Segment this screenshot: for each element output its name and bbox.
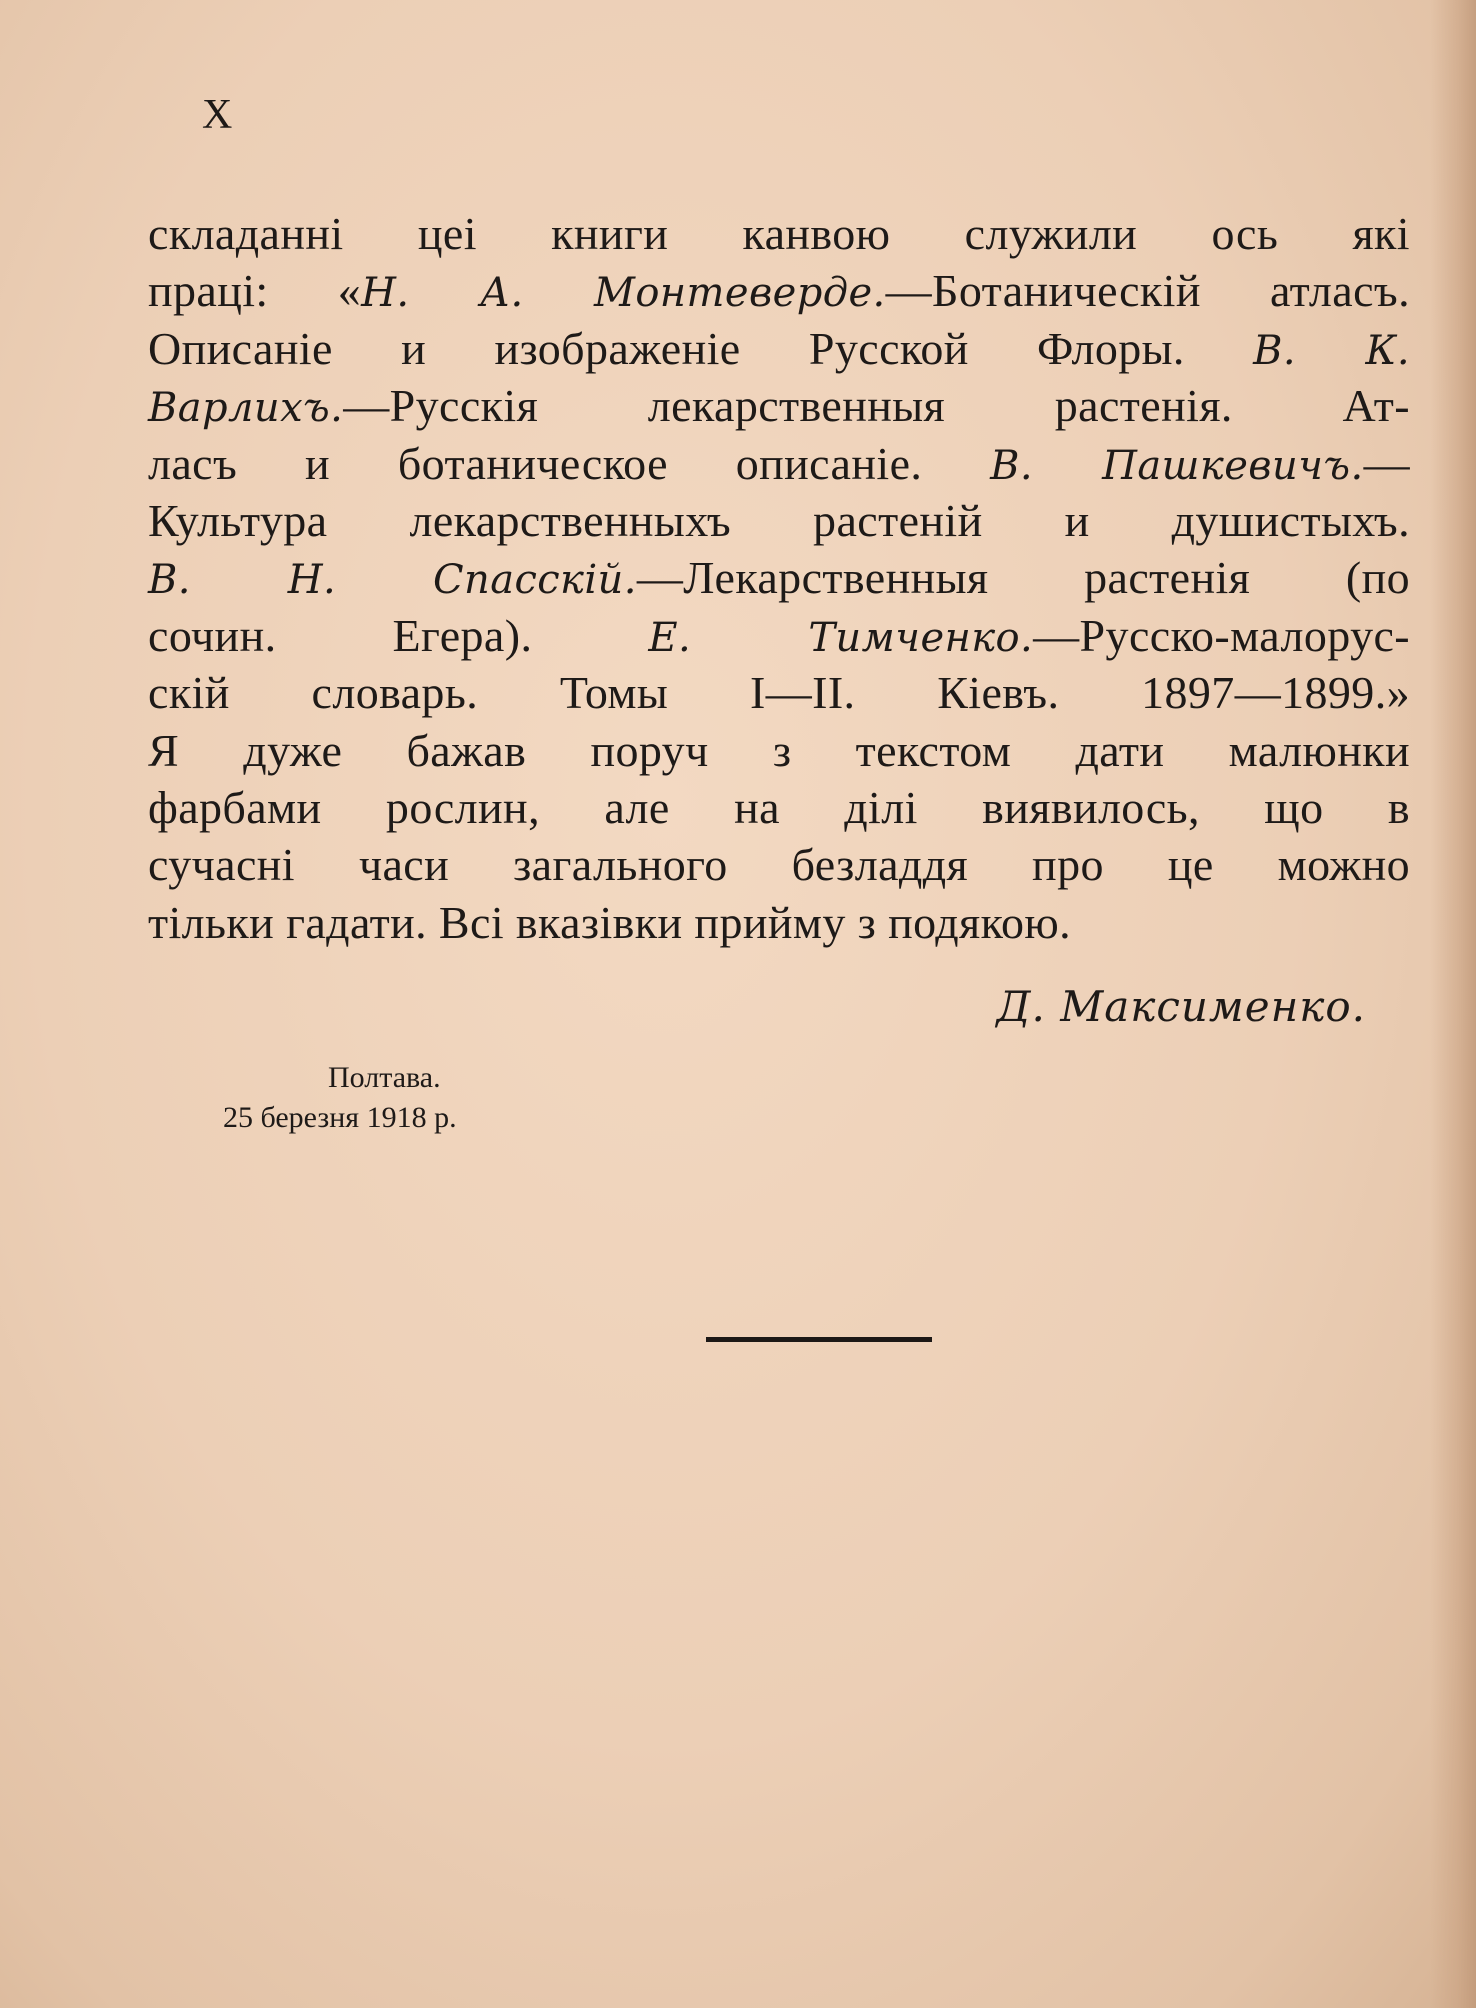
text-segment: ласъ и ботаническое описаніе. [148,437,991,489]
place-date-block [208,1058,608,1138]
text-line [148,894,1410,951]
text-segment: скій словарь. Томы I—II. Кіевъ. 1897—1899.» [148,667,1410,719]
text-segment: сучасні часи загального безладдя про це можно [148,839,1410,891]
citation-author: В. Пашкевичъ. [990,442,1364,489]
text-segment: —Ботаническій атласъ. [885,265,1410,317]
body-paragraph [148,205,1410,951]
citation-author: Н. А. Монтеверде. [361,270,886,317]
text-segment: праці: « [148,265,362,317]
text-segment: —Лекарственныя растенія (по [636,552,1411,604]
text-segment: фарбами рослин, але на ділі виявилось, що в [148,781,1410,833]
section-end-rule [706,1337,932,1342]
text-segment: Я дуже бажав поруч з текстом дати малюнки [148,724,1410,776]
text-segment: —Русскія лекарственныя растенія. Ат- [343,380,1410,432]
page-edge-shadow [1430,0,1476,2008]
text-segment: — [1363,437,1410,489]
text-segment: тільки гадати. Всі вказівки прийму з подякою. [148,896,1072,948]
page-number: X [202,92,233,138]
text-line [148,492,1410,549]
text-segment: Описаніе и изображеніе Русской Флоры. [148,322,1254,374]
text-line [148,549,1410,606]
text-line [148,722,1410,779]
text-line [148,262,1410,319]
place-name: Полтава. [328,1061,441,1094]
date-line: 25 березня 1918 р. [223,1101,457,1134]
text-segment: —Русско-малорус- [1033,609,1411,661]
text-line [148,320,1410,377]
citation-author: В. К. [1253,327,1411,374]
citation-author: Е. Тимченко. [648,614,1034,661]
text-segment: сочин. Егера). [148,609,649,661]
citation-author: В. Н. Спасскій. [148,557,637,604]
text-segment: Культура лекарственныхъ растеній и душистыхъ. [148,494,1410,546]
text-line [148,779,1410,836]
citation-author: Варлихъ. [148,385,344,432]
text-line [148,836,1410,893]
text-line [148,435,1410,492]
author-signature: Д. Максименко. [996,982,1366,1031]
text-line [148,607,1410,664]
text-line [148,377,1410,434]
text-line [148,664,1410,721]
text-segment: складанні цеі книги канвою служили ось які [148,208,1410,259]
text-line [148,205,1410,262]
